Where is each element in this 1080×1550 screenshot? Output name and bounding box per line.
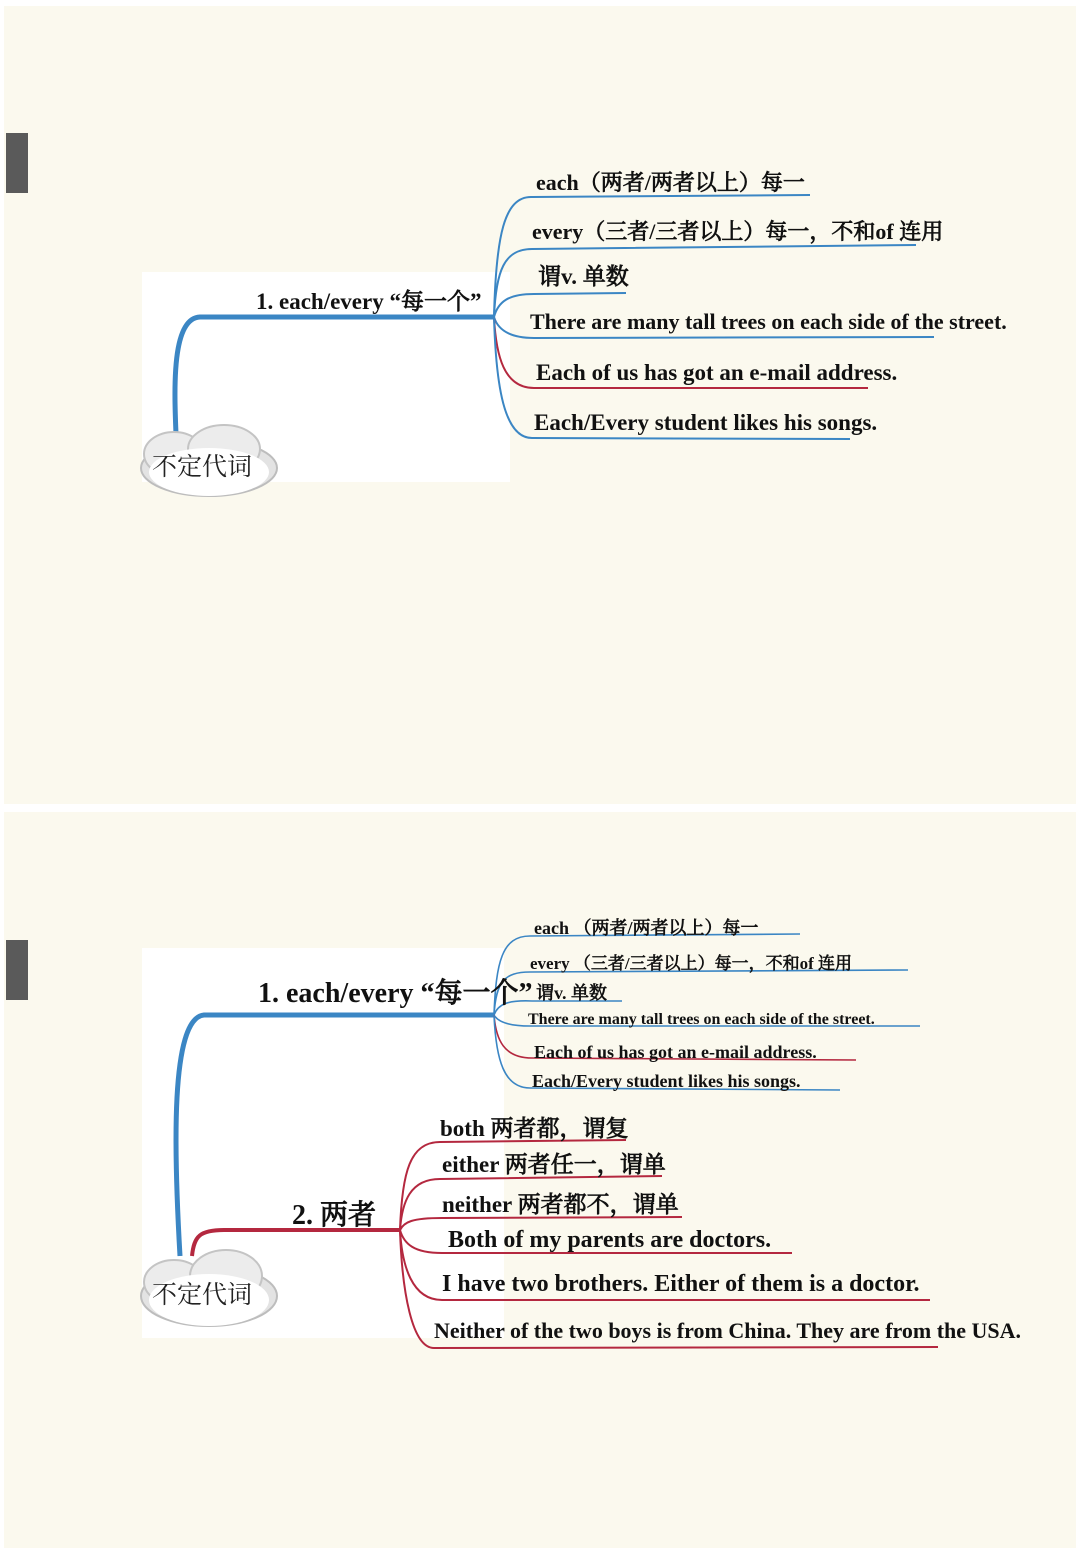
slide-2 (4, 812, 1076, 1548)
item-every-definition: every （三者/三者以上）每一，不和of 连用 (530, 954, 853, 973)
item-neither-definition: neither 两者都不，谓单 (442, 1192, 679, 1217)
item-verb-singular: 谓v. 单数 (536, 983, 608, 1003)
item-example-neither: Neither of the two boys is from China. They are from the USA. (434, 1318, 1022, 1343)
root-node-label: 不定代词 (152, 452, 253, 481)
root-trunk-connector (175, 317, 494, 434)
root-node-label: 不定代词 (152, 1280, 253, 1309)
branch-title-each-every: 1. each/every “每一个” (256, 289, 482, 314)
item-every-definition: every（三者/三者以上）每一，不和of 连用 (532, 219, 944, 244)
item-example-each-side: There are many tall trees on each side of the street. (528, 1011, 875, 1028)
item-example-each-every-student: Each/Every student likes his songs. (534, 410, 878, 435)
item-example-each-of-us: Each of us has got an e-mail address. (534, 1042, 817, 1062)
item-example-both: Both of my parents are doctors. (448, 1227, 772, 1253)
item-example-either: I have two brothers. Either of them is a doctor. (442, 1271, 920, 1297)
mindmap-connectors (4, 6, 1076, 804)
item-each-definition: each （两者/两者以上）每一 (534, 918, 759, 938)
item-example-each-every-student: Each/Every student likes his songs. (532, 1071, 801, 1091)
item-both-definition: both 两者都，谓复 (440, 1116, 629, 1141)
branch-title-two: 2. 两者 (292, 1200, 377, 1231)
branch-title-each-every: 1. each/every “每一个” (258, 978, 533, 1009)
item-example-each-side: There are many tall trees on each side of the street. (530, 309, 1007, 334)
item-example-each-of-us: Each of us has got an e-mail address. (536, 360, 898, 385)
item-either-definition: either 两者任一，谓单 (442, 1152, 666, 1177)
item-connector (494, 195, 810, 317)
item-each-definition: each（两者/两者以上）每一 (536, 170, 805, 195)
slide-1 (4, 6, 1076, 804)
item-verb-singular: 谓v. 单数 (538, 264, 629, 289)
